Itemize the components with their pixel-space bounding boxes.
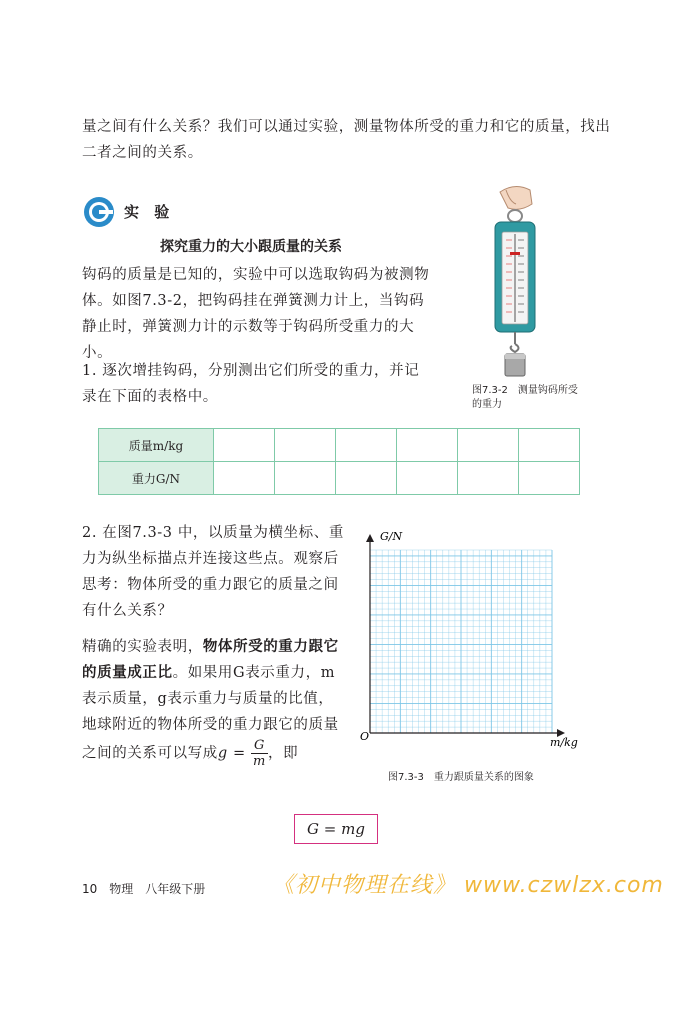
formula-fraction: [251, 738, 268, 769]
page-footer: 10 物理 八年级下册: [82, 882, 206, 896]
table-cell: [519, 429, 580, 462]
watermark: 《初中物理在线》 www.czwlzx.com: [272, 873, 664, 898]
conclusion-rest: 。如果用G表示重力，m表示质量，g表示重力与质量的比值，地球附近的物体所受的重力跟它的质量之间的关系可以写成: [82, 665, 339, 762]
table-cell: [519, 462, 580, 495]
table-cell: [275, 462, 336, 495]
gravity-row-label: 重力G/N: [99, 462, 214, 495]
fraction-denominator: m: [253, 754, 266, 769]
conclusion-lead: 精确的实验表明，: [82, 639, 203, 655]
experiment-icon: [83, 196, 115, 228]
graph-grid: [370, 550, 552, 733]
y-axis-arrow-icon: [366, 534, 374, 542]
table-cell: [214, 462, 275, 495]
gravity-mass-graph: [352, 528, 592, 758]
conclusion-paragraph: [82, 634, 344, 769]
table-cell: [214, 429, 275, 462]
figure1-caption: 图7.3-2 测量钩码所受的重力: [472, 385, 578, 410]
x-axis-label: m/kg: [550, 736, 578, 749]
data-table: [98, 428, 580, 495]
experiment-paragraph-1: 钩码的质量是已知的，实验中可以选取钩码为被测物体。如图7.3-2，把钩码挂在弹簧测力计上，当钩码静止时，弹簧测力计的示数等于钩码所受重力的大小。: [82, 267, 430, 361]
fraction-numerator: G: [251, 738, 268, 754]
table-cell: [458, 462, 519, 495]
step2-paragraph: 2. 在图7.3-3 中，以质量为横坐标、重力为纵坐标描点并连接这些点。观察后思考：物体所受的重力跟它的质量之间有什么关系？: [82, 525, 344, 619]
table-row: [99, 429, 580, 462]
y-axis-label: G/N: [380, 530, 403, 543]
intro-paragraph: 量之间有什么关系？我们可以通过实验，测量物体所受的重力和它的质量，找出二者之间的关系。: [82, 119, 611, 161]
conclusion-suffix: ，即: [267, 745, 299, 762]
formula-prefix: g =: [217, 745, 246, 762]
experiment-paragraph-2: 1. 逐次增挂钩码，分别测出它们所受的重力，并记录在下面的表格中。: [82, 363, 420, 405]
formula-box: G = mg: [294, 814, 378, 844]
table-cell: [336, 462, 397, 495]
table-cell: [458, 429, 519, 462]
experiment-label: 实 验: [124, 203, 175, 221]
table-cell: [397, 429, 458, 462]
table-row: [99, 462, 580, 495]
origin-label: O: [360, 730, 370, 743]
mass-row-label: 质量m/kg: [99, 429, 214, 462]
table-cell: [397, 462, 458, 495]
table-cell: [275, 429, 336, 462]
figure2-caption: 图7.3-3 重力跟质量关系的图象: [388, 772, 534, 783]
experiment-title: 探究重力的大小跟质量的关系: [160, 239, 342, 255]
spring-scale-figure: [470, 182, 560, 382]
conclusion-bold: 物体所受的重力跟它的质量成正比: [82, 638, 339, 681]
table-cell: [336, 429, 397, 462]
